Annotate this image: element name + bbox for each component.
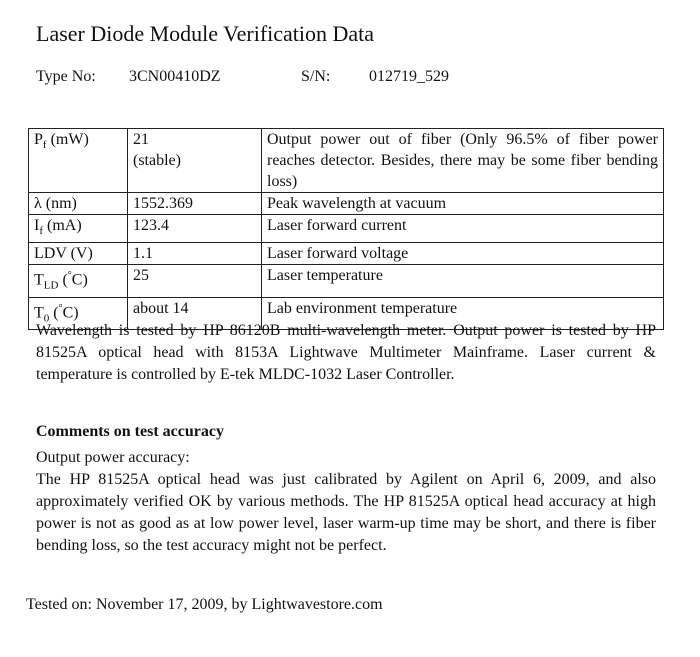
value-cell: 123.4 — [128, 215, 262, 243]
description-cell: Peak wavelength at vacuum — [262, 193, 664, 215]
accuracy-label: Output power accuracy: — [36, 449, 190, 466]
type-value: 3CN00410DZ — [129, 68, 221, 85]
param-cell: LDV (V) — [29, 243, 128, 265]
table-row — [29, 243, 664, 265]
table-row — [29, 265, 664, 298]
spec-table — [28, 128, 664, 330]
param-cell: $T_{LD}$ (°C) — [29, 265, 128, 298]
comments-heading: Comments on test accuracy — [36, 423, 224, 440]
description-cell: Output power out of fiber (Only 96.5% of fiber power reaches detector. Besides, there may be some fiber bending loss) — [262, 129, 664, 193]
description-cell: Laser forward current — [262, 215, 664, 243]
description-cell: Lab environment temperature — [262, 297, 664, 330]
sn-label: S/N: — [301, 68, 331, 85]
param-cell: $I_f$ (mA) — [29, 215, 128, 243]
accuracy-paragraph: The HP 81525A optical head was just calibrated by Agilent on April 6, 2009, and also approximately verified OK by various methods. The HP 81525A optical head accuracy at high power is not as good as at low power level, laser warm-up time may be short, and there is fiber bending loss, so the test accuracy might not be perfect. — [36, 471, 656, 554]
tested-on-footer: Tested on: November 17, 2009, by Lightwavestore.com — [26, 596, 383, 613]
param-cell: λ (nm) — [29, 193, 128, 215]
param-cell: $T_0$ (°C) — [29, 297, 128, 330]
param-cell: $P_f$ (mW) — [29, 129, 128, 193]
description-cell: Laser temperature — [262, 265, 664, 298]
value-cell: 1552.369 — [128, 193, 262, 215]
table-row — [29, 129, 664, 193]
description-cell: Laser forward voltage — [262, 243, 664, 265]
value-cell: 25 — [128, 265, 262, 298]
sn-value: 012719_529 — [369, 68, 449, 85]
value-cell: 1.1 — [128, 243, 262, 265]
document-title: Laser Diode Module Verification Data — [36, 21, 375, 46]
test-equipment-paragraph: Wavelength is tested by HP 86120B multi-wavelength meter. Output power is tested by HP 81525A optical head with 8153A Lightwave Multimeter Mainframe. Laser current & temperature is controlled by E-tek MLDC-1032 Laser Controller. — [36, 322, 656, 383]
value-cell: 21 (stable) — [128, 129, 262, 193]
value-cell: about 14 — [128, 297, 262, 330]
table-row — [29, 215, 664, 243]
type-label: Type No: — [36, 68, 96, 85]
table-row — [29, 193, 664, 215]
